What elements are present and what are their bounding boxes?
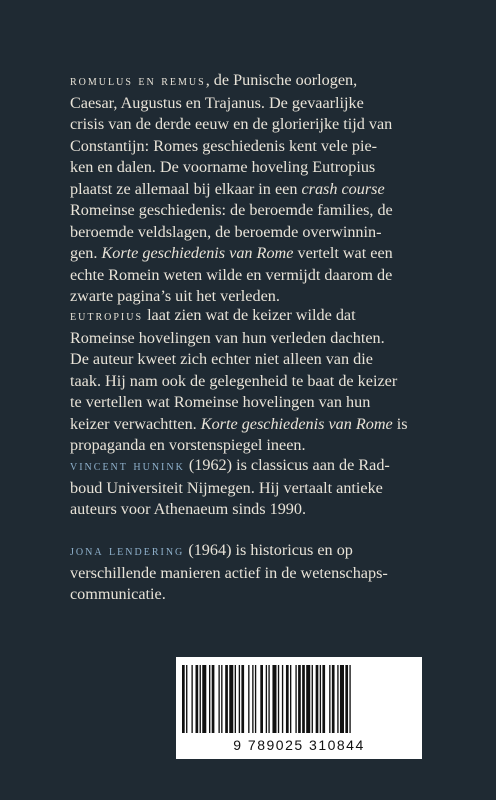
barcode-bar [241,665,244,733]
barcode-bar [282,665,283,733]
barcode [176,657,422,759]
barcode-bar [278,665,279,733]
barcode-bar [255,665,256,733]
barcode-bar [202,665,206,733]
italic-term: crash course [301,179,385,198]
barcode-bar [235,665,236,733]
text-line: ken en dalen. De voorname hoveling Eutropius [70,158,376,176]
text-line: Romeinse geschiedenis: de beroemde families, de [70,201,393,219]
text-line: verschillende manieren actief in de wetenschaps- [70,563,388,582]
text-line: Romeinse hovelingen van hun verleden dachten. [70,328,385,347]
text-line: eutropius laat zien wat de keizer wilde dat [70,306,356,324]
text-line: romulus en remus, de Punische oorlogen, [70,71,358,89]
barcode-bar [306,665,310,733]
barcode-bar [290,665,291,733]
text-line: De auteur kweet zich echter niet alleen van die [70,350,373,368]
text-line: communicatie. [70,585,166,603]
barcode-bar [268,665,269,733]
text-line: plaatst ze allemaal bij elkaar in een crash course [70,179,385,198]
small-caps-lead: eutropius [70,309,144,324]
translator-bio [70,455,480,521]
text-line: Constantijn: Romes geschiedenis kent vele pie- [70,136,378,155]
barcode-bar [221,665,222,733]
barcode-bar [196,665,199,733]
barcode-bar [329,665,330,733]
text-line: echte Romein weten wilde en vermijdt daarom de [70,265,393,284]
text-line: Caesar, Augustus en Trajanus. De gevaarlijke [70,93,364,112]
text-line: crisis van de derde eeuw en de glorierijke tijd van [70,115,393,133]
author-bio [70,540,480,606]
text-line: jona lendering (1964) is historicus en op [70,541,353,559]
barcode-bar [209,665,210,733]
small-caps-lead: romulus en remus [70,74,206,89]
text-line: keizer verwachtten. Korte geschiedenis van Rome is [70,414,408,433]
book-title-italic: Korte geschiedenis van Rome [101,244,294,262]
author-name: jona lendering [70,544,185,559]
barcode-bar [200,665,201,733]
text-line: taak. Hij nam ook de gelegenheid te baat de keizer [70,371,398,390]
barcode-bar [218,665,219,733]
barcode-bar [260,665,263,733]
barcode-bar [239,665,240,733]
barcode-bar [345,665,348,733]
text-line: gen. Korte geschiedenis van Rome vertelt wat een [70,244,393,262]
text-line: boud Universiteit Nijmegen. Hij vertaalt antieke [70,478,383,497]
text-line: te vertellen wat Romeinse hovelingen van hun [70,393,371,411]
book-title-italic: Korte geschiedenis van Rome [200,414,393,433]
text-line: vincent hunink (1962) is classicus aan de Rad- [70,456,390,474]
barcode-bar [252,665,253,733]
text-line: propaganda en vorstenspiegel ineen. [70,436,306,454]
barcode-bar [302,665,305,733]
barcode-bar [286,665,289,733]
barcode-bar [316,665,319,733]
text-line: zwarte pagina’s uit het verleden. [70,287,280,305]
author-name: vincent hunink [70,459,185,474]
barcode-bar [320,665,321,733]
barcode-bar [186,665,187,733]
barcode-bar [266,665,267,733]
blurb-paragraph [70,305,480,457]
barcode-bar [225,665,228,733]
barcode-bar [182,665,185,733]
barcode-bar [340,665,344,733]
isbn-number: 9 789025 310844 [233,737,365,753]
barcode-bar [337,665,338,733]
barcode-bar [248,665,249,733]
barcode-bar [332,665,335,733]
barcode-bar [229,665,233,733]
text-line: beroemde veldslagen, de beroemde overwinnin- [70,222,382,241]
barcode-bar [312,665,313,733]
text-line: auteurs voor Athenaeum sinds 1990. [70,500,307,518]
blurb-paragraph [70,70,480,308]
barcode-bar [272,665,276,733]
barcode-bar [322,665,325,733]
barcode-bar [212,665,215,733]
barcode-bar [349,665,350,733]
barcode-bar [298,665,301,733]
barcode-bar [191,665,192,733]
barcode-bar [295,665,296,733]
